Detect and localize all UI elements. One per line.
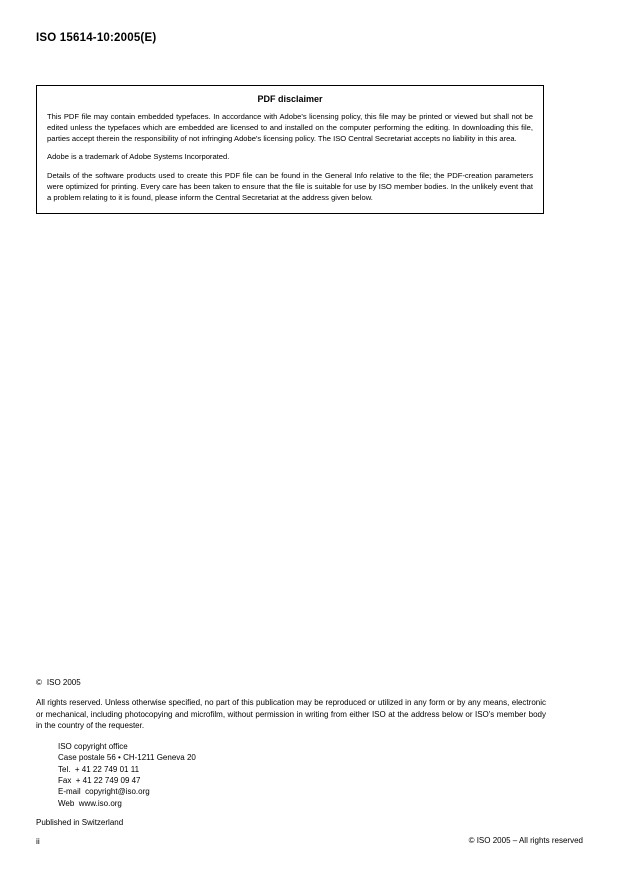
footer-page-number: ii bbox=[36, 836, 40, 846]
published-in-line: Published in Switzerland bbox=[36, 817, 124, 827]
pdf-disclaimer-paragraph: Adobe is a trademark of Adobe Systems Incorporated. bbox=[47, 152, 230, 162]
pdf-disclaimer-box bbox=[36, 85, 544, 214]
copyright-mark: © bbox=[36, 678, 42, 687]
address-email: E-mail copyright@iso.org bbox=[58, 787, 150, 797]
pdf-disclaimer-paragraph: This PDF file may contain embedded typefaces. In accordance with Adobe's licensing policy, this file may be printed or viewed but shall not be edited unless the typefaces which are embedded are licensed to and installed on the computer performing the editing. In downloading this file, parties accept therein the responsibility of not infringing Adobe's licensing policy. The ISO Central Secretariat accepts no liability in this area. bbox=[47, 112, 533, 143]
address-tel: Tel. + 41 22 749 01 11 bbox=[58, 764, 140, 774]
pdf-disclaimer-paragraph: Details of the software products used to create this PDF file can be found in the General Info relative to the file; the PDF-creation parameters were optimized for printing. Every care has been taken to ensure that the file is suitable for use by ISO member bodies. In the unlikely event that a problem relating to it is found, please inform the Central Secretariat at the address given below. bbox=[47, 171, 533, 202]
footer-rights-note: © ISO 2005 – All rights reserved bbox=[468, 836, 583, 845]
address-street: Case postale 56 • CH-1211 Geneva 20 bbox=[58, 753, 196, 763]
pdf-disclaimer-title: PDF disclaimer bbox=[257, 94, 323, 104]
copyright-line bbox=[36, 678, 546, 687]
copyright-holder: ISO 2005 bbox=[46, 678, 81, 687]
address-fax: Fax + 41 22 749 09 47 bbox=[58, 775, 141, 785]
address-office: ISO copyright office bbox=[58, 741, 128, 751]
copyright-block bbox=[36, 678, 546, 827]
address-web: Web www.iso.org bbox=[58, 798, 122, 808]
page-header-standard-id: ISO 15614-10:2005(E) bbox=[36, 32, 157, 44]
iso-copyright-office-address bbox=[58, 741, 546, 809]
all-rights-reserved-paragraph: All rights reserved. Unless otherwise specified, no part of this publication may be reproduced or utilized in any form or by any means, electronic or mechanical, including photocopying and microfilm, without permission in writing from either ISO at the address below or ISO's member body in the country of the requester. bbox=[36, 698, 546, 731]
